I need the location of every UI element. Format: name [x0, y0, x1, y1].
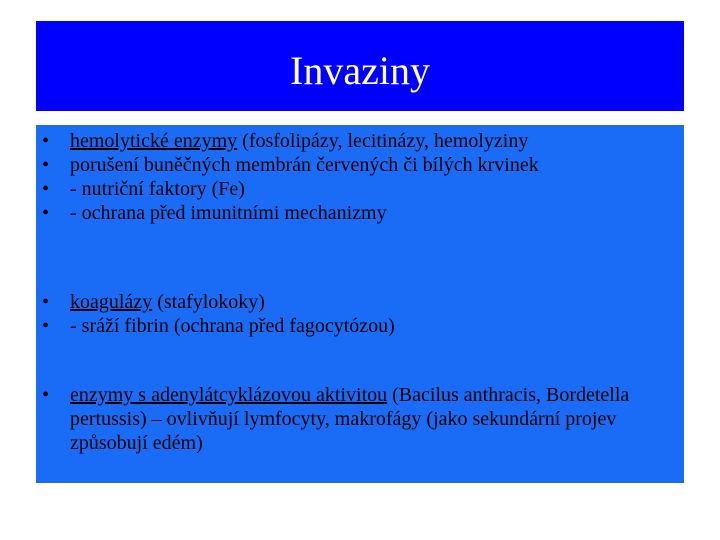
slide-title: Invaziny: [290, 47, 430, 93]
bullet-item: [36, 153, 676, 177]
bullet-term: enzymy s adenylátcyklázovou aktivitou: [70, 384, 388, 406]
content-box: [36, 111, 684, 483]
bullet-marker: •: [42, 130, 50, 152]
bullet-marker: •: [42, 178, 50, 200]
bullet-text: (fosfolipázy, lecitinázy, hemolyziny: [237, 130, 529, 152]
bullet-text: - nutriční faktory (Fe): [70, 178, 245, 200]
bullet-term: koagulázy: [70, 291, 153, 313]
bullet-group-adenylate: [36, 383, 676, 455]
bullet-item: [36, 177, 676, 201]
bullet-marker: •: [42, 384, 50, 406]
bullet-item: [36, 314, 676, 338]
bullet-item: [36, 290, 676, 314]
bullet-marker: •: [42, 202, 50, 224]
bullet-group-coagulase: [36, 290, 676, 338]
bullet-text: - sráží fibrin (ochrana před fagocytózou): [70, 315, 395, 337]
bullet-term: hemolytické enzymy: [70, 130, 238, 152]
bullet-item: [36, 383, 676, 455]
title-box: [36, 21, 684, 111]
bullet-text: (Bacilus anthracis, Bordetella pertussis) – ovlivňují lymfocyty, makrofágy (jako sekundární projev způsobují edém): [70, 384, 630, 454]
bullet-marker: •: [42, 154, 50, 176]
bullet-text: porušení buněčných membrán červených či bílých krvinek: [70, 154, 539, 176]
bullet-text: (stafylokoky): [152, 291, 265, 313]
bullet-marker: •: [42, 291, 50, 313]
bullet-text: - ochrana před imunitními mechanizmy: [70, 202, 387, 224]
bullet-marker: •: [42, 315, 50, 337]
bullet-item: [36, 201, 676, 225]
bullet-item: [36, 129, 676, 153]
bullet-group-hemolytic: [36, 129, 676, 225]
